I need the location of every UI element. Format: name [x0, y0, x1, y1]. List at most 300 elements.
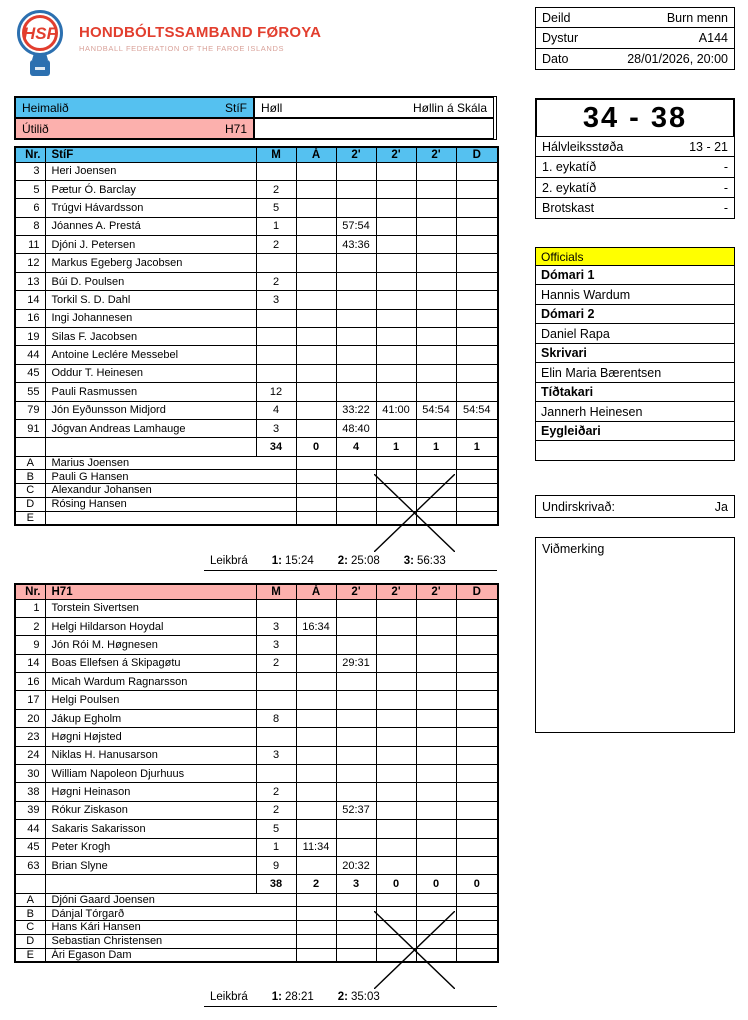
stat-cell: [296, 746, 336, 764]
stat-cell: [296, 291, 336, 309]
stat-cell: [336, 199, 376, 217]
bench-cell: [416, 934, 456, 948]
stat-cell: [296, 765, 336, 783]
totals-row: [15, 875, 498, 893]
stat-cell: [296, 180, 336, 198]
player-number: 19: [15, 328, 45, 346]
stat-cell: [336, 838, 376, 856]
stat-cell: [336, 272, 376, 290]
away-hall-cell: [254, 118, 494, 139]
player-number: 24: [15, 746, 45, 764]
officials-box: [535, 247, 735, 461]
player-row: [15, 291, 498, 309]
column-header: Nr.: [15, 584, 45, 599]
stat-cell: 2: [256, 180, 296, 198]
bench-letter: A: [15, 893, 45, 907]
official-name: [535, 440, 735, 461]
stat-cell: [296, 709, 336, 727]
player-number: 20: [15, 709, 45, 727]
officials-rows: [535, 265, 735, 462]
player-row: [15, 309, 498, 327]
stat-cell: [376, 254, 416, 272]
player-row: [15, 419, 498, 437]
bench-cell: [336, 511, 376, 525]
player-number: 23: [15, 728, 45, 746]
player-number: 11: [15, 236, 45, 254]
player-row: [15, 856, 498, 874]
stat-cell: [416, 765, 456, 783]
bench-row: [15, 893, 498, 907]
left-column: [14, 0, 497, 1020]
bench-cell: [296, 484, 336, 498]
info-label: 2. eykatíð: [542, 180, 597, 195]
svg-text:HSF: HSF: [23, 24, 57, 43]
stat-cell: [336, 673, 376, 691]
info-value: A144: [698, 31, 728, 45]
bench-cell: [416, 511, 456, 525]
stat-cell: [456, 617, 498, 635]
stat-cell: [256, 309, 296, 327]
bench-cell: [296, 921, 336, 935]
stat-cell: [296, 199, 336, 217]
stat-cell: 16:34: [296, 617, 336, 635]
stat-cell: [376, 765, 416, 783]
official-role-label: Eygleiðari: [535, 421, 735, 442]
stat-cell: [416, 162, 456, 180]
bench-letter: D: [15, 934, 45, 948]
column-header: D: [456, 584, 498, 599]
stat-cell: [296, 364, 336, 382]
stat-cell: [416, 328, 456, 346]
stat-cell: [336, 383, 376, 401]
stat-cell: [336, 636, 376, 654]
bench-cell: [376, 934, 416, 948]
column-header: H71: [45, 584, 256, 599]
stat-cell: [376, 617, 416, 635]
stat-cell: [456, 746, 498, 764]
stat-cell: [376, 383, 416, 401]
stat-cell: 33:22: [336, 401, 376, 419]
stat-cell: [376, 673, 416, 691]
stat-cell: 1: [256, 838, 296, 856]
home-team-label: Heimalið: [22, 100, 69, 115]
player-number: 45: [15, 364, 45, 382]
player-name: Jógvan Andreas Lamhauge: [45, 419, 256, 437]
stat-cell: [416, 636, 456, 654]
bench-cell: [376, 484, 416, 498]
player-row: [15, 599, 498, 617]
bench-cell: [376, 470, 416, 484]
player-name: Boas Ellefsen á Skipagøtu: [45, 654, 256, 672]
player-row: [15, 783, 498, 801]
stat-cell: [256, 346, 296, 364]
stat-cell: 57:54: [336, 217, 376, 235]
home-team-value: StíF: [224, 100, 247, 115]
stat-cell: [456, 783, 498, 801]
stat-cell: [376, 180, 416, 198]
away-team-label: Útilið: [22, 121, 49, 136]
player-name: Micah Wardum Ragnarsson: [45, 673, 256, 691]
stat-cell: [376, 636, 416, 654]
totals-spacer: [45, 438, 256, 456]
bench-cell: [336, 948, 376, 962]
info-label: Deild: [542, 10, 571, 25]
player-row: [15, 199, 498, 217]
info-value: -: [723, 180, 728, 195]
bench-cell: [296, 893, 336, 907]
bench-row: [15, 907, 498, 921]
bench-letter: B: [15, 470, 45, 484]
stat-cell: [296, 383, 336, 401]
player-name: Torstein Sivertsen: [45, 599, 256, 617]
player-number: 2: [15, 617, 45, 635]
stat-cell: 41:00: [376, 401, 416, 419]
final-score: 34 - 38: [535, 98, 735, 138]
stat-cell: [336, 346, 376, 364]
stat-cell: [456, 328, 498, 346]
player-name: Djóni J. Petersen: [45, 236, 256, 254]
player-row: [15, 383, 498, 401]
stat-cell: [456, 217, 498, 235]
bench-row: [15, 948, 498, 962]
stat-cell: [376, 236, 416, 254]
bench-cell: [296, 511, 336, 525]
stat-cell: [456, 199, 498, 217]
stat-cell: 20:32: [336, 856, 376, 874]
federation-header: [16, 8, 321, 82]
bench-cell: [376, 497, 416, 511]
stat-cell: [416, 801, 456, 819]
stat-cell: 1: [256, 217, 296, 235]
stat-cell: [456, 838, 498, 856]
player-row: [15, 820, 498, 838]
bench-cell: [376, 511, 416, 525]
stat-cell: [296, 820, 336, 838]
stat-cell: [416, 746, 456, 764]
stat-cell: [416, 599, 456, 617]
total-cell: 0: [296, 438, 336, 456]
player-number: 13: [15, 272, 45, 290]
player-number: 55: [15, 383, 45, 401]
stat-cell: [296, 801, 336, 819]
player-name: Peter Krogh: [45, 838, 256, 856]
bench-row: [15, 456, 498, 470]
player-number: 44: [15, 346, 45, 364]
stat-cell: [256, 691, 296, 709]
player-number: 3: [15, 162, 45, 180]
score-detail-box: [535, 137, 735, 219]
player-row: [15, 709, 498, 727]
column-header: Á: [296, 584, 336, 599]
column-header: D: [456, 147, 498, 162]
bench-name: Sebastian Christensen: [45, 934, 296, 948]
stat-cell: [336, 180, 376, 198]
bench-cell: [336, 497, 376, 511]
leikbra-entry: [404, 555, 446, 567]
bench-row: [15, 497, 498, 511]
player-row: [15, 801, 498, 819]
stat-cell: 4: [256, 401, 296, 419]
official-role-label: Dómari 2: [535, 304, 735, 325]
stat-cell: [416, 199, 456, 217]
info-value: 28/01/2026, 20:00: [627, 51, 728, 66]
column-header: Nr.: [15, 147, 45, 162]
player-number: 1: [15, 599, 45, 617]
leikbra-entry: [272, 991, 314, 1003]
official-role-label: Skrivari: [535, 343, 735, 364]
stat-cell: 5: [256, 820, 296, 838]
hall-value: Høllin á Skála: [412, 100, 487, 115]
bench-letter: C: [15, 921, 45, 935]
stat-cell: 9: [256, 856, 296, 874]
bench-cell: [336, 484, 376, 498]
stat-cell: [416, 291, 456, 309]
total-cell: 2: [296, 875, 336, 893]
stat-cell: [456, 364, 498, 382]
right-column: [535, 0, 735, 1020]
player-number: 38: [15, 783, 45, 801]
stat-cell: [376, 328, 416, 346]
info-row: [535, 48, 735, 70]
info-row: [535, 7, 735, 29]
bench-cell: [456, 511, 498, 525]
bench-name: Dánjal Tórgarð: [45, 907, 296, 921]
stat-cell: [416, 217, 456, 235]
bench-cell: [456, 497, 498, 511]
bench-cell: [456, 907, 498, 921]
bench-cell: [336, 470, 376, 484]
bench-cell: [416, 497, 456, 511]
stat-cell: 2: [256, 654, 296, 672]
period-number: 1:: [271, 555, 282, 567]
stat-cell: [336, 364, 376, 382]
player-row: [15, 236, 498, 254]
stat-cell: [456, 728, 498, 746]
bench-cell: [336, 456, 376, 470]
bench-letter: E: [15, 511, 45, 525]
total-cell: 3: [336, 875, 376, 893]
stat-cell: 2: [256, 272, 296, 290]
stat-cell: [376, 856, 416, 874]
stat-cell: [336, 765, 376, 783]
stat-cell: [336, 728, 376, 746]
player-name: William Napoleon Djurhuus: [45, 765, 256, 783]
info-row: [535, 27, 735, 49]
total-cell: 0: [376, 875, 416, 893]
stat-cell: [296, 309, 336, 327]
stat-cell: [296, 346, 336, 364]
bench-cell: [296, 948, 336, 962]
column-header: M: [256, 584, 296, 599]
stat-cell: [256, 328, 296, 346]
home-team-cell: [15, 97, 254, 118]
stat-cell: [416, 709, 456, 727]
stat-cell: [456, 180, 498, 198]
stat-cell: 29:31: [336, 654, 376, 672]
bench-row: [15, 934, 498, 948]
stat-cell: 52:37: [336, 801, 376, 819]
stat-cell: [296, 654, 336, 672]
bench-cell: [376, 948, 416, 962]
total-cell: 1: [456, 438, 498, 456]
player-row: [15, 162, 498, 180]
stat-cell: [296, 419, 336, 437]
stat-cell: [376, 654, 416, 672]
player-number: 14: [15, 654, 45, 672]
player-number: 8: [15, 217, 45, 235]
player-name: Helgi Hildarson Hoydal: [45, 617, 256, 635]
federation-name: [79, 8, 321, 53]
stat-cell: [456, 162, 498, 180]
player-row: [15, 765, 498, 783]
player-row: [15, 617, 498, 635]
official-role-label: Tíðtakari: [535, 382, 735, 403]
player-name: Sakaris Sakarisson: [45, 820, 256, 838]
stat-cell: [256, 162, 296, 180]
column-header: 2': [376, 147, 416, 162]
column-header: StíF: [45, 147, 256, 162]
stat-cell: [456, 654, 498, 672]
stat-cell: [456, 636, 498, 654]
period-time: 35:03: [350, 991, 380, 1003]
stat-cell: [376, 783, 416, 801]
total-cell: 0: [456, 875, 498, 893]
player-name: Trúgvi Hávardsson: [45, 199, 256, 217]
player-number: 9: [15, 636, 45, 654]
bench-cell: [416, 470, 456, 484]
bench-cell: [376, 893, 416, 907]
stat-cell: [296, 254, 336, 272]
signature-value: Ja: [714, 499, 728, 514]
federation-title: HONDBÓLTSSAMBAND FØROYA: [79, 24, 322, 41]
stat-cell: [336, 254, 376, 272]
player-name: Pætur Ó. Barclay: [45, 180, 256, 198]
stat-cell: [336, 746, 376, 764]
info-value: 13 - 21: [689, 139, 728, 154]
player-number: 16: [15, 309, 45, 327]
info-row: [535, 177, 735, 199]
player-row: [15, 654, 498, 672]
stat-cell: [456, 272, 498, 290]
stat-cell: 12: [256, 383, 296, 401]
player-row: [15, 691, 498, 709]
officials-header: Officials: [535, 247, 735, 266]
stat-cell: [376, 272, 416, 290]
stat-cell: [376, 364, 416, 382]
stat-cell: 11:34: [296, 838, 336, 856]
stat-cell: [336, 709, 376, 727]
hall-label: Høll: [261, 100, 283, 115]
stat-cell: [376, 746, 416, 764]
player-name: Jákup Egholm: [45, 709, 256, 727]
bench-cell: [376, 456, 416, 470]
bench-cell: [456, 921, 498, 935]
stat-cell: [296, 401, 336, 419]
info-value: -: [723, 201, 728, 215]
stat-cell: [456, 856, 498, 874]
info-label: 1. eykatíð: [542, 160, 597, 174]
player-name: Heri Joensen: [45, 162, 256, 180]
stat-cell: 3: [256, 636, 296, 654]
stat-cell: [376, 217, 416, 235]
stat-cell: [416, 728, 456, 746]
period-time: 25:08: [350, 555, 380, 567]
official-name: Jannerh Heinesen: [535, 401, 735, 422]
bench-name: Marius Joensen: [45, 456, 296, 470]
player-number: 44: [15, 820, 45, 838]
player-number: 79: [15, 401, 45, 419]
bench-cell: [336, 934, 376, 948]
player-name: Ingi Johannesen: [45, 309, 256, 327]
bench-cell: [456, 893, 498, 907]
stat-cell: [416, 180, 456, 198]
column-header: 2': [336, 584, 376, 599]
total-cell: 4: [336, 438, 376, 456]
stat-cell: 3: [256, 746, 296, 764]
player-row: [15, 272, 498, 290]
stat-cell: [376, 199, 416, 217]
player-name: Jón Rói M. Høgnesen: [45, 636, 256, 654]
bench-letter: E: [15, 948, 45, 962]
info-label: Brotskast: [542, 201, 595, 215]
bench-cell: [456, 456, 498, 470]
player-row: [15, 217, 498, 235]
info-label: Hálvleiksstøða: [542, 139, 624, 154]
column-header: 2': [416, 584, 456, 599]
stat-cell: [456, 309, 498, 327]
player-name: Jón Eyðunsson Midjord: [45, 401, 256, 419]
column-header: 2': [416, 147, 456, 162]
player-row: [15, 838, 498, 856]
column-header: Á: [296, 147, 336, 162]
player-number: 6: [15, 199, 45, 217]
signature-box: [535, 495, 735, 518]
bench-cell: [416, 484, 456, 498]
period-time: 15:24: [284, 555, 314, 567]
stat-cell: 3: [256, 419, 296, 437]
stat-cell: [336, 783, 376, 801]
bench-cell: [336, 921, 376, 935]
stat-cell: 43:36: [336, 236, 376, 254]
column-header: M: [256, 147, 296, 162]
leikbra-entry: [272, 555, 314, 567]
player-name: Helgi Poulsen: [45, 691, 256, 709]
player-number: 30: [15, 765, 45, 783]
leikbra-label: Leikbrá: [210, 991, 248, 1003]
info-row: [535, 136, 735, 158]
stat-cell: [456, 673, 498, 691]
stat-cell: [456, 383, 498, 401]
player-number: 63: [15, 856, 45, 874]
bench-name: Alexandur Johansen: [45, 484, 296, 498]
stat-cell: [416, 309, 456, 327]
bench-cell: [296, 470, 336, 484]
player-name: Rókur Ziskason: [45, 801, 256, 819]
stat-cell: [376, 838, 416, 856]
bench-row: [15, 921, 498, 935]
bench-name: Ári Egason Dam: [45, 948, 296, 962]
stat-cell: [416, 838, 456, 856]
teams-bar: [14, 96, 497, 140]
period-number: 3:: [403, 555, 414, 567]
player-row: [15, 180, 498, 198]
player-name: Silas F. Jacobsen: [45, 328, 256, 346]
bench-cell: [456, 484, 498, 498]
bench-cell: [456, 470, 498, 484]
bench-cell: [416, 893, 456, 907]
bench-cell: [376, 921, 416, 935]
stat-cell: [296, 272, 336, 290]
